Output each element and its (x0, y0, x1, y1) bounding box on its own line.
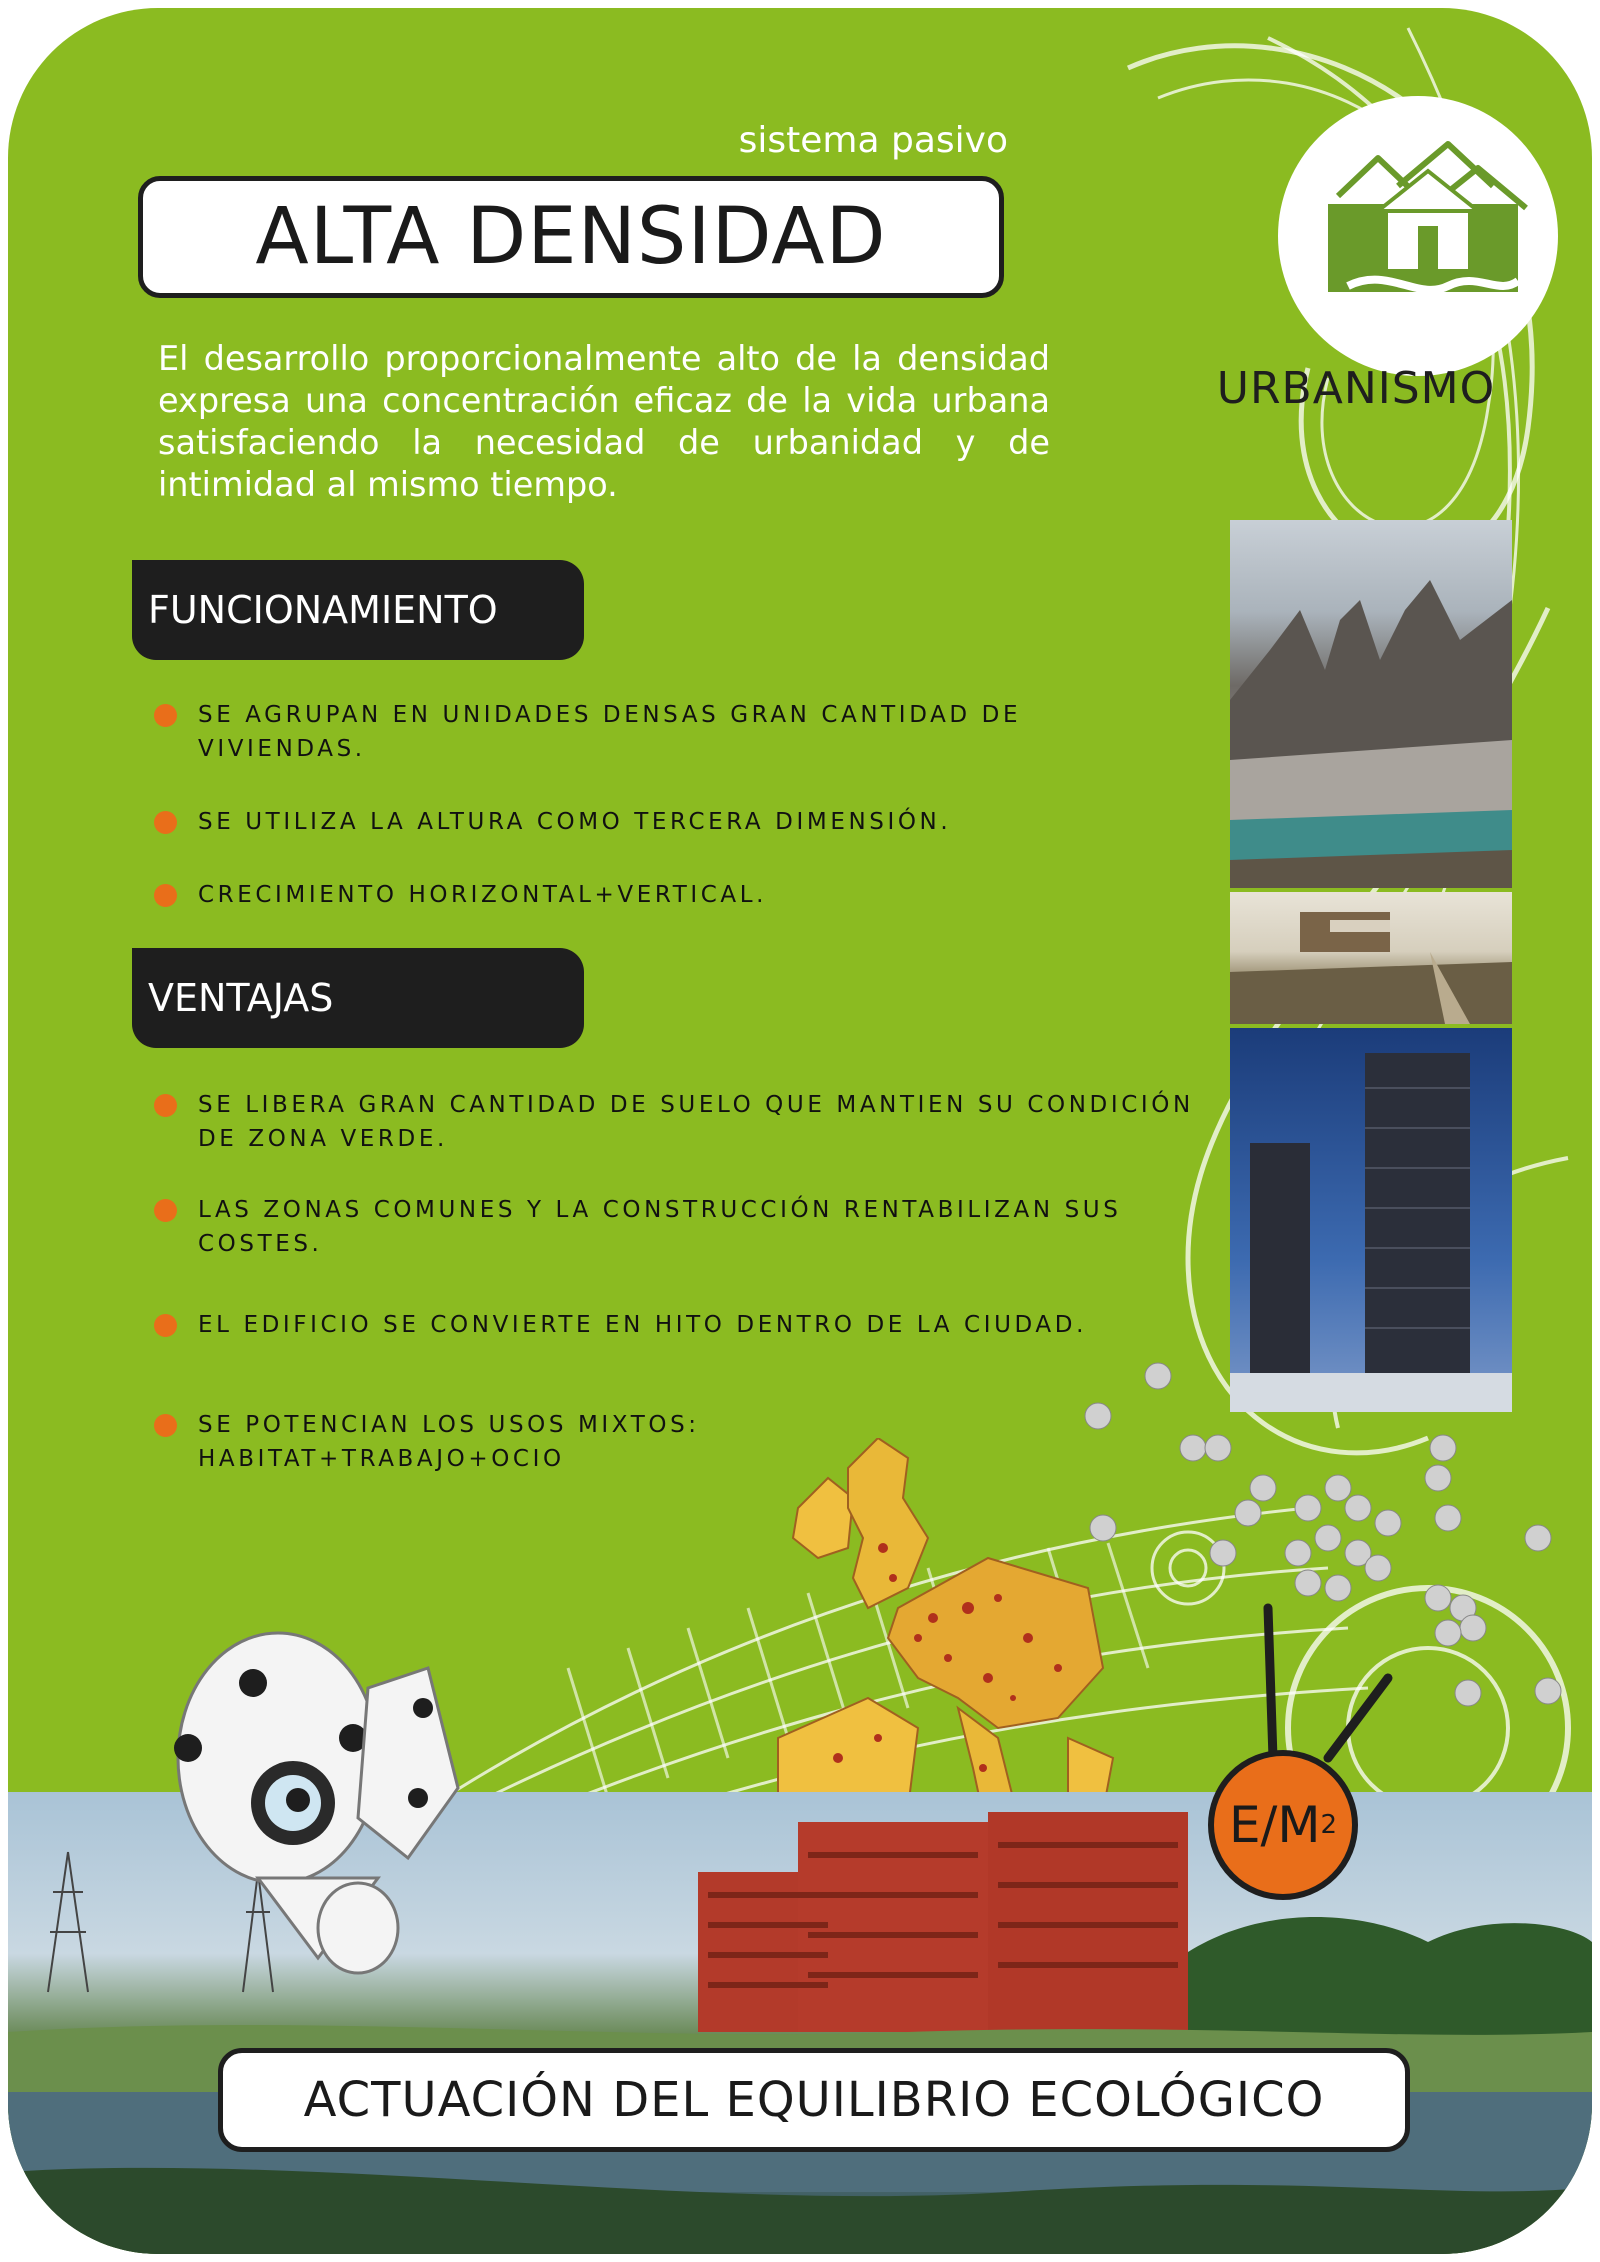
mountain-photo (1230, 520, 1512, 888)
funcionamiento-item: SE AGRUPAN EN UNIDADES DENSAS GRAN CANTIDAD DE VIVIENDAS. (158, 698, 1108, 766)
ventajas-item: SE LIBERA GRAN CANTIDAD DE SUELO QUE MANTIEN SU CONDICIÓN DE ZONA VERDE. (158, 1088, 1228, 1156)
funcionamiento-item: CRECIMIENTO HORIZONTAL+VERTICAL. (158, 878, 1228, 912)
subtitle: sistema pasivo (738, 120, 1008, 161)
urbanismo-badge (1278, 96, 1558, 376)
poster (8, 8, 1592, 2254)
building-render-photo (1230, 892, 1512, 1024)
bullet-dot (154, 704, 177, 727)
ventajas-item: EL EDIFICIO SE CONVIERTE EN HITO DENTRO DE LA CIUDAD. (158, 1308, 1228, 1342)
badge-label: URBANISMO (1216, 363, 1496, 414)
twin-towers (1230, 1028, 1512, 1412)
ventajas-heading: VENTAJAS (132, 948, 584, 1048)
bullet-dot (154, 1314, 177, 1337)
bullet-dot (154, 884, 177, 907)
ventajas-item: SE POTENCIAN LOS USOS MIXTOS: HABITAT+TRABAJO+OCIO (158, 1408, 958, 1476)
intro-paragraph: El desarrollo proporcionalmente alto de la densidad expresa una concentración eficaz de la vida urbana satisfaciendo la necesidad de urbanidad y de intimidad al mismo tiempo. (158, 339, 1050, 504)
houses-icon (1278, 96, 1558, 376)
page-title: ALTA DENSIDAD (138, 176, 1004, 298)
em2-emblem: E/M 2 (1208, 1750, 1358, 1900)
bullet-dot (154, 811, 177, 834)
bullet-dot (154, 1094, 177, 1117)
footer-title: ACTUACIÓN DEL EQUILIBRIO ECOLÓGICO (218, 2048, 1410, 2152)
building-render (1230, 892, 1512, 1024)
bullet-dot (154, 1199, 177, 1222)
funcionamiento-item: SE UTILIZA LA ALTURA COMO TERCERA DIMENSIÓN. (158, 805, 1228, 839)
bullet-dot (154, 1414, 177, 1437)
mountain-peaks (1230, 520, 1512, 888)
robot-mascot-illustration (118, 1628, 528, 2028)
ventajas-item: LAS ZONAS COMUNES Y LA CONSTRUCCIÓN RENTABILIZAN SUS COSTES. (158, 1193, 1228, 1261)
tower-photo (1230, 1028, 1512, 1412)
funcionamiento-heading: FUNCIONAMIENTO (132, 560, 584, 660)
